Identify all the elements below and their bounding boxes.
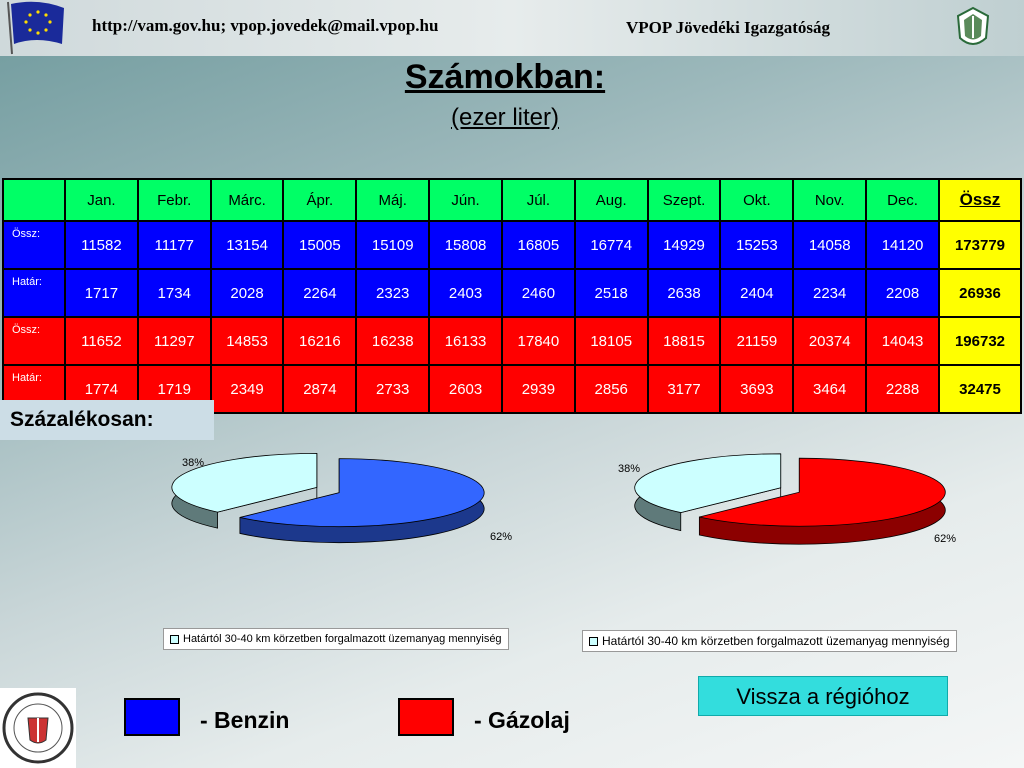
gazolaj-color-swatch — [398, 698, 454, 736]
monthly-data-table — [2, 178, 1022, 414]
month-header: Máj. — [356, 179, 429, 221]
benzin-label: - Benzin — [200, 707, 290, 733]
table-row — [3, 317, 1021, 365]
value-cell: 16805 — [502, 221, 575, 269]
value-cell: 1774 — [65, 365, 138, 413]
total-cell: 173779 — [939, 221, 1021, 269]
total-cell: 26936 — [939, 269, 1021, 317]
value-cell: 18815 — [648, 317, 721, 365]
row-label: Határ: — [3, 269, 65, 317]
pie-legend-benzin — [163, 628, 509, 650]
value-cell: 2404 — [720, 269, 793, 317]
value-cell: 2208 — [866, 269, 939, 317]
value-cell: 14058 — [793, 221, 866, 269]
pie-slice-label: 38% — [618, 463, 641, 475]
value-cell: 2403 — [429, 269, 502, 317]
total-header: Össz — [939, 179, 1021, 221]
header-bar — [0, 0, 1024, 56]
month-header: Ápr. — [283, 179, 356, 221]
value-cell: 1717 — [65, 269, 138, 317]
value-cell: 15109 — [356, 221, 429, 269]
month-header: Aug. — [575, 179, 648, 221]
pie-chart-gazolaj — [610, 452, 990, 562]
page-title: Számokban: — [404, 58, 606, 96]
value-cell: 14853 — [211, 317, 284, 365]
table-header-row — [3, 179, 1021, 221]
value-cell: 2518 — [575, 269, 648, 317]
value-cell: 1719 — [138, 365, 211, 413]
table-row — [3, 221, 1021, 269]
value-cell: 3693 — [720, 365, 793, 413]
pie-chart-benzin — [170, 450, 513, 560]
value-cell: 11582 — [65, 221, 138, 269]
value-cell: 16238 — [356, 317, 429, 365]
value-cell: 3464 — [793, 365, 866, 413]
value-cell: 11297 — [138, 317, 211, 365]
value-cell: 16133 — [429, 317, 502, 365]
value-cell: 3177 — [648, 365, 721, 413]
month-header: Szept. — [648, 179, 721, 221]
value-cell: 2288 — [866, 365, 939, 413]
pie-legend-gazolaj — [582, 630, 957, 652]
legend-swatch — [589, 637, 598, 646]
value-cell: 2349 — [211, 365, 284, 413]
value-cell: 17840 — [502, 317, 575, 365]
anniversary-logo-icon — [0, 688, 76, 768]
value-cell: 2603 — [429, 365, 502, 413]
corner-cell — [3, 179, 65, 221]
row-label: Határ: — [3, 365, 65, 413]
value-cell: 11652 — [65, 317, 138, 365]
value-cell: 2874 — [283, 365, 356, 413]
value-cell: 16216 — [283, 317, 356, 365]
month-header: Nov. — [793, 179, 866, 221]
value-cell: 2733 — [356, 365, 429, 413]
legend-label: Határtól 30-40 km körzetben forgalmazott üzemanyag mennyiség — [183, 633, 502, 645]
row-label: Össz: — [3, 317, 65, 365]
value-cell: 2234 — [793, 269, 866, 317]
value-cell: 18105 — [575, 317, 648, 365]
gazolaj-label: - Gázolaj — [474, 707, 570, 733]
pie-slice-label: 62% — [934, 533, 957, 545]
value-cell: 2856 — [575, 365, 648, 413]
row-label: Össz: — [3, 221, 65, 269]
value-cell: 21159 — [720, 317, 793, 365]
month-header: Márc. — [211, 179, 284, 221]
value-cell: 15253 — [720, 221, 793, 269]
eu-flag-icon — [2, 0, 68, 56]
value-cell: 14120 — [866, 221, 939, 269]
value-cell: 2264 — [283, 269, 356, 317]
value-cell: 15005 — [283, 221, 356, 269]
value-cell: 13154 — [211, 221, 284, 269]
value-cell: 2323 — [356, 269, 429, 317]
table-row — [3, 269, 1021, 317]
legend-label: Határtól 30-40 km körzetben forgalmazott üzemanyag mennyiség — [602, 634, 950, 648]
value-cell: 2939 — [502, 365, 575, 413]
value-cell: 1734 — [138, 269, 211, 317]
value-cell: 16774 — [575, 221, 648, 269]
pie-slice-label: 38% — [182, 457, 205, 469]
total-cell: 196732 — [939, 317, 1021, 365]
month-header: Jan. — [65, 179, 138, 221]
customs-emblem-icon — [956, 6, 990, 52]
header-url: http://vam.gov.hu; vpop.jovedek@mail.vpop.hu — [92, 16, 439, 35]
back-to-region-button[interactable]: Vissza a régióhoz — [698, 676, 948, 716]
month-header: Febr. — [138, 179, 211, 221]
value-cell: 11177 — [138, 221, 211, 269]
legend-swatch — [170, 635, 179, 644]
month-header: Júl. — [502, 179, 575, 221]
pie-slice-label: 62% — [490, 531, 513, 543]
value-cell: 14929 — [648, 221, 721, 269]
month-header: Jún. — [429, 179, 502, 221]
value-cell: 14043 — [866, 317, 939, 365]
total-cell: 32475 — [939, 365, 1021, 413]
benzin-color-swatch — [124, 698, 180, 736]
value-cell: 2460 — [502, 269, 575, 317]
value-cell: 15808 — [429, 221, 502, 269]
percent-section-title: Százalékosan: — [0, 400, 214, 440]
month-header: Dec. — [866, 179, 939, 221]
header-organization: VPOP Jövedéki Igazgatóság — [626, 18, 830, 37]
value-cell: 20374 — [793, 317, 866, 365]
value-cell: 2028 — [211, 269, 284, 317]
page-subtitle: (ezer liter) — [450, 104, 559, 131]
value-cell: 2638 — [648, 269, 721, 317]
month-header: Okt. — [720, 179, 793, 221]
